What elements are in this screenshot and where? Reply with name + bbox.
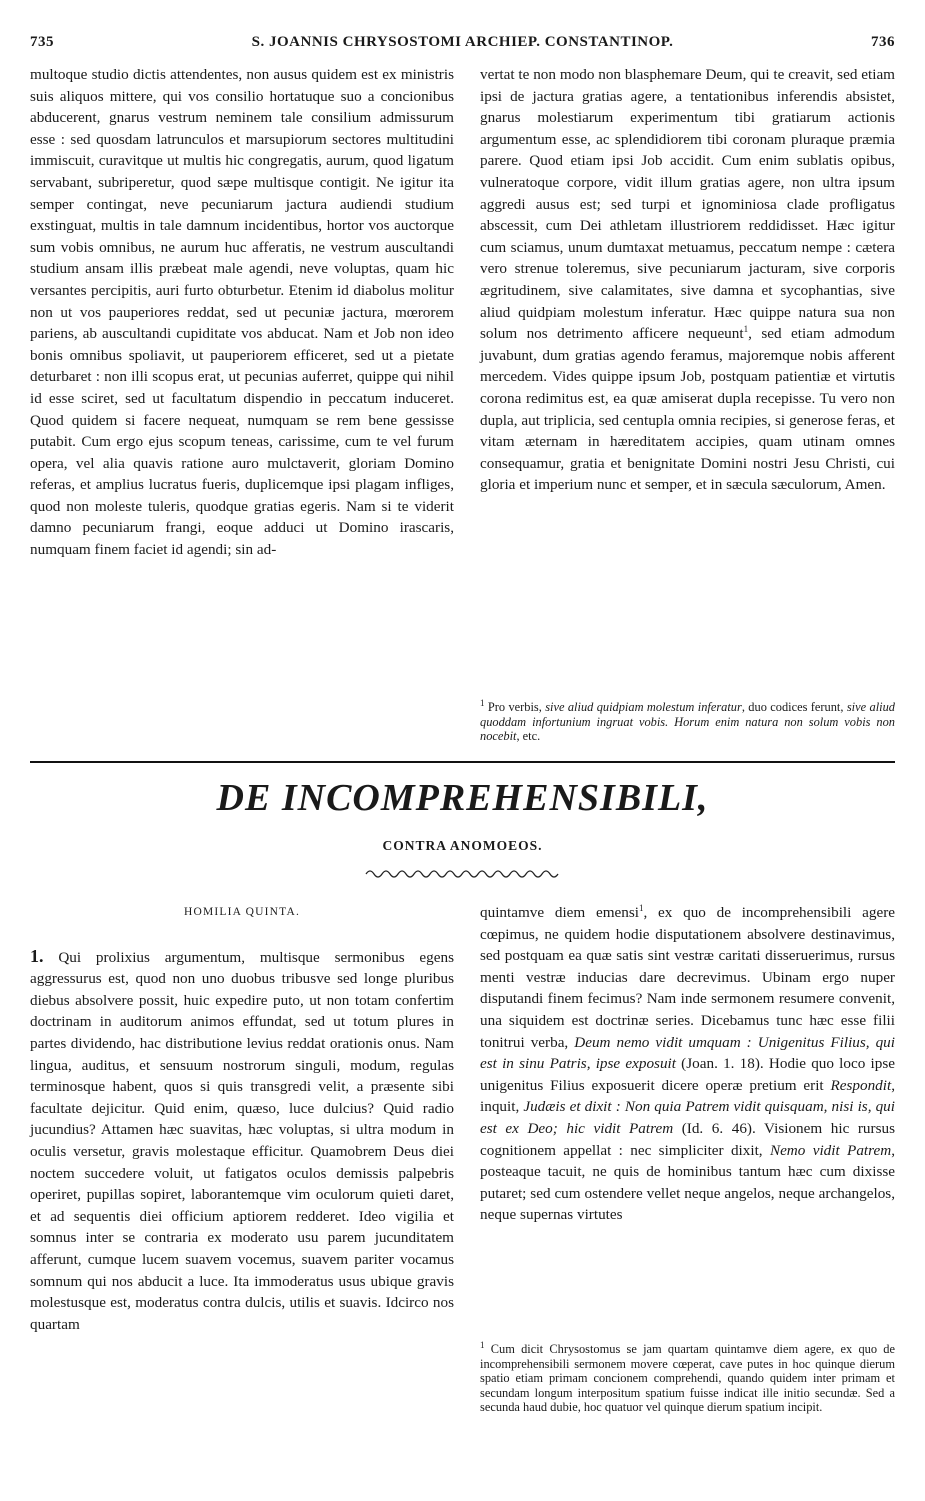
scripture-quote: Nemo vidit Patrem (769, 1141, 892, 1159)
lower-footnote (480, 1339, 895, 1415)
footnote-text: , duo codices ferunt, (741, 700, 847, 714)
homily-heading: HOMILIA QUINTA. (183, 906, 301, 918)
upper-left-column (30, 64, 454, 561)
lower-left-paragraph (30, 946, 454, 1336)
footnote-text: Cum dicit Chrysostomus se jam quartam quintamve diem agere, ex quo de incomprehensibili sermonem movere cœperat, cave putes in hoc quinque dierum spatio etiam primam concionem comprehendi, quando quidem inter primam et secundam longum interpositum spatium fuisse indicat ille initio secundæ. Sed a secunda haud dubie, hoc quatuor vel quinque dierum spatium incipit. (480, 1342, 895, 1414)
upper-left-paragraph: multoque studio dictis attendentes, non ausus quidem est ex ministris suis aliquos mittere, qui vos consilio hortatuque suo a concionibus abducerent, gnarus vestrum neminem tale consilium admissurum esse : sed quosdam latrunculos et marsupiorum sectores multitudini immiscuit, curavitque ut multis hic congregatis, aurum, quod ligatum servabant, subriperetur, quod sæpe multisque contigit. Ne igitur ita semper contingat, neve pecuniarum jactura audiendi studium exstinguat, multis in tale damnum incidentibus, hortor vos auctorque sum vobis omnibus, ne aurum huc afferatis, ne vestrum auscultandi studium ansam illis præbeat male agendi, neve voluptas, quam hic versantes percipitis, auri furto obturbetur. Etenim id diabolus molitur non ut vos pauperiores reddat, sed ut pecuniæ jactura, mœrorem pariens, ab auscultandi cupiditate vos abducat. Nam et Job non ideo bonis omnibus spoliavit, ut pauperiorem efficeret, sed ut a pietate deturbaret : non illi scopus erat, ut pecunias auferret, quippe qui nihil id esse sciret, sed ut facultatum dispendio in peccatum induceret. Quod quidem si facere nequeat, numquam se rem bene gessisse putabit. Cum ergo ejus scopum teneas, carissime, cum te vel furum opera, vel alia quavis ratione auro mulctaverit, gloriam Domino referas, et amplius lucratus fueris, duplicemque ipsi plagam infliges, quod non moleste tuleris, quodque gratias egeris. Nam si te viderit damno pecuniarum frangi, eoque adduci ut Domino irascaris, numquam finem faciet id agendi; sin ad- (30, 66, 454, 559)
page-number-left: 735 (30, 34, 54, 50)
lower-right-text: . Visionem hic rursus cognitionem appellat : nec simpliciter dixit, (480, 1119, 895, 1159)
upper-footnote (480, 697, 895, 744)
footnote-text: Pro verbis, (487, 700, 546, 714)
lower-right-text: , posteaque tacuit, ne quis de hominibus tantum hæc cum dixisse putaret; sed cum ostendere vellet neque angelos, neque archangelos, neque supernas virtutes (480, 1141, 895, 1224)
lower-right-column (480, 902, 895, 1226)
footnote-text: , etc. (516, 729, 541, 743)
footnote-marker: 1 (743, 324, 749, 335)
scripture-reference: (Id. 6. 46) (673, 1119, 752, 1137)
upper-right-text-a: vertat te non modo non blasphemare Deum, qui te creavit, sed etiam ipsi de jactura gratias agere, a tentationibus inferendis absistet, gnarus molestiarum experimentum tibi gratiarum actionis argumentum esse, ac splendidiorem tibi coronam pluraque præmia parere. Quod etiam ipsi Job accidit. Cum enim sublatis opibus, vulneratoque corpore, vidit illum gratias agere, non ultra ipsum aggredi ausus est; sed turpi et ignominiosa clade profligatus abscessit, cum Dei athletam illustriorem reddidisset. Hæc igitur cum sciamus, unum dumtaxat metuamus, peccatum nempe : cætera vero strenue toleremus, sive pecuniarum jacturam, sive corporis ægritudinem, sive calamitates, sive damna et sycophantias, sive aliud quidpiam molestum inferatur. Hæc quippe natura sua non solum nos detrimento afficere nequeunt (480, 66, 895, 343)
footnote-number: 1 (480, 697, 485, 708)
section-divider (30, 761, 895, 763)
footnote-number: 1 (480, 1339, 485, 1350)
scripture-quote: Deum nemo vidit umquam : Unigenitus Filius, qui est in sinu Patris, ipse exposuit (480, 1033, 895, 1073)
section-number: 1. (30, 945, 44, 966)
lower-left-text: Qui prolixius argumentum, multisque sermonibus egens aggressurus est, quod non uno duobus tribusve sed longe pluribus diebus absolvere possit, huic expedire puto, ut non totam confertim doctrinam in auditorum animos effundat, sed ut totum plures in partes dividendo, hac distributione levius reddat orationis onus. Nam lingua, auditus, et sensuum nostrorum singuli, modum, regulas terminosque habent, quos si quis transgredi velit, a præsente sibi facultate dejicitur. Quid enim, quæso, luce dulcius? Quid radio jucundius? Attamen hæc suavitas, hæc voluptas, si ultra modum in oculis versetur, gravis molestaque efficitur. Quamobrem Deus diei noctem succedere voluit, ut fatigatos oculos demissis palpebris operiret, pupillas sopiret, laborantemque vim oculorum quieti daret, et ad sequentis diei officium aptiorem redderet. Ideo vigilia et somnus inter se contraria ex moderato usu parem jucunditatem afferunt, cumque lucem suavem vocemus, suavem pariter vocamus somnum qui nos abducit a luce. Ita immoderatus usus ubique gravis molestusque est, moderatus contra dulcis, utilis et suavis. Idcirco nos quartam (30, 948, 454, 1333)
lower-right-text: . Hodie quo loco ipse unigenitus Filius exposuerit dicere operæ pretium erit (480, 1055, 895, 1094)
ornament-divider (362, 868, 562, 880)
page-number-right: 736 (871, 34, 895, 50)
upper-right-text-b: , sed etiam admodum juvabunt, dum gratias agendo feramus, majoremque nobis afferent mercedem. Vides quippe ipsum Job, postquam patientiæ et virtutis corona redimitus est, ea quæ amiserat dupla recepisse. Tu vero non dupla, aut triplicia, sed centupla omnia recipies, si generose feras, et vitam æternam in hæreditatem accipies, quam utinam omnes consequamur, gratia et benignitate Domini nostri Jesu Christi, cui gloria et imperium nunc et semper, et in sæcula sæculorum, Amen. (480, 325, 895, 494)
section-subtitle: CONTRA ANOMOEOS. (382, 838, 543, 853)
footnote-italic: sive aliud quoddam infortunium ingruat vobis. Horum enim natura non solum vobis non nocebit (480, 700, 895, 743)
scripture-quote: Respondit (830, 1076, 892, 1094)
lower-right-text: quintamve diem emensi (480, 904, 639, 921)
section-title: DE INCOMPREHENSIBILI, (216, 777, 709, 819)
footnote-italic: sive aliud quidpiam molestum inferatur (545, 700, 742, 714)
scripture-quote: Judæis et dixit : Non quia Patrem vidit quisquam, nisi is, qui est ex Deo; hic vidit Patrem (480, 1098, 895, 1137)
lower-right-text: , ex quo de incomprehensibili agere cœpimus, ne quidem hodie disputationem absolvere destinavimus, sed postquam ea quæ satis sint vestræ caritati disseruerimus, rursus menti vestræ inducias dare decrevimus. Ubinam ergo nuper disputandi finem fecimus? Nam inde sermonem resumere convenit, una siquidem est doctrinæ series. Dicebamus tunc hæc esse filii tonitrui verba, (480, 904, 895, 1051)
scripture-reference: (Joan. 1. 18) (675, 1055, 760, 1073)
running-title: S. JOANNIS CHRYSOSTOMI ARCHIEP. CONSTANTINOP. (251, 34, 674, 50)
lower-left-column (30, 902, 454, 1335)
page-header (30, 34, 895, 56)
upper-right-column (480, 64, 895, 496)
lower-right-text: , inquit, (480, 1076, 895, 1116)
lower-right-paragraph (480, 902, 895, 1226)
upper-right-paragraph (480, 64, 895, 496)
footnote-marker: 1 (638, 902, 644, 913)
